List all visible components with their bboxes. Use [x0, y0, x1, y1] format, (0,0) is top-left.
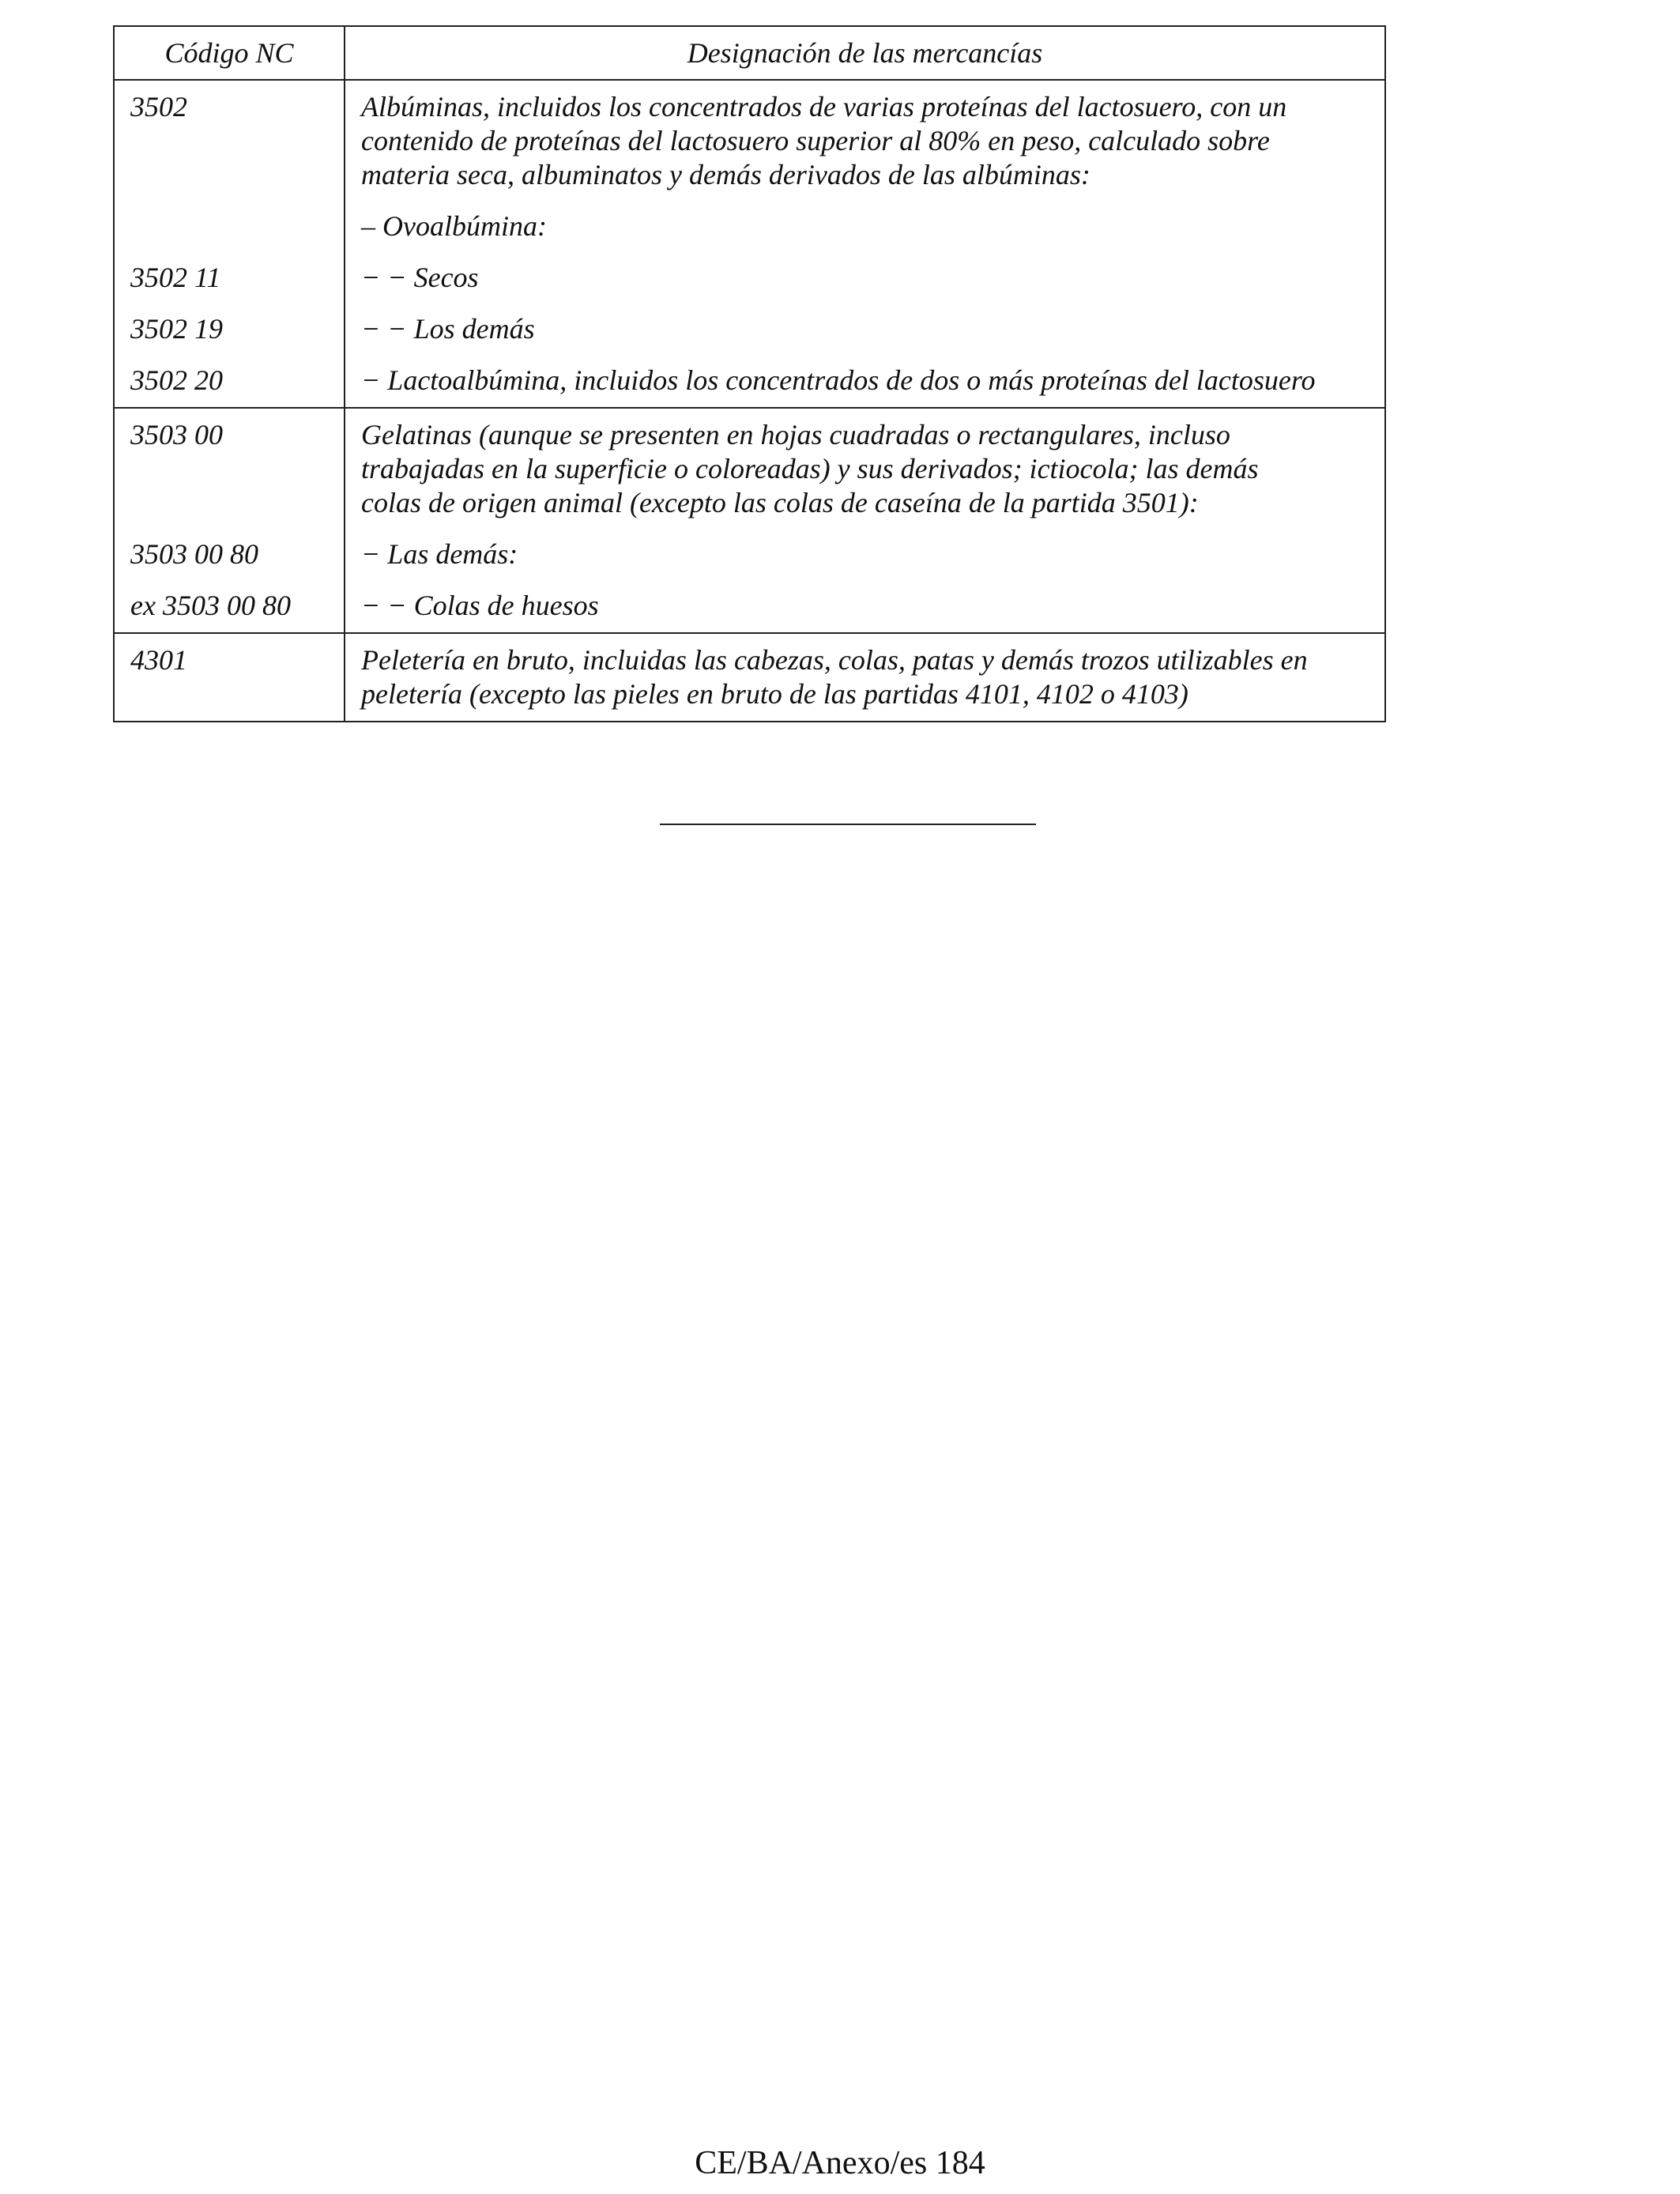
designation-line: Gelatinas (aunque se presenten en hojas cuadradas o rectangulares, incluso: [361, 419, 1230, 450]
table-row: [114, 80, 1385, 408]
code-cell: [114, 80, 345, 408]
designation-line: Albúminas, incluidos los concentrados de varias proteínas del lactosuero, con un: [361, 91, 1287, 123]
nc-code: 3503 00: [130, 419, 223, 450]
page-reference: CE/BA/Anexo/es 184: [695, 2145, 985, 2181]
nc-code: 3503 00 80: [130, 538, 258, 570]
designation-cell: [345, 408, 1385, 633]
designation-line: contenido de proteínas del lactosuero superior al 80% en peso, calculado sobre: [361, 125, 1270, 156]
nc-code: 3502 20: [130, 364, 223, 396]
designation-line: − Las demás:: [361, 538, 518, 570]
nc-codes-table: [113, 25, 1386, 722]
end-of-section-rule: [660, 824, 1036, 825]
nc-code: ex 3503 00 80: [130, 590, 291, 621]
table-header-row: [114, 26, 1385, 80]
header-code: Código NC: [114, 26, 345, 80]
nc-code: 4301: [130, 644, 187, 676]
designation-cell: [345, 633, 1385, 722]
designation-line: Peletería en bruto, incluidas las cabezas, colas, patas y demás trozos utilizables en: [361, 644, 1308, 676]
designation-line: materia seca, albuminatos y demás derivados de las albúminas:: [361, 159, 1090, 190]
designation-line: − Lactoalbúmina, incluidos los concentrados de dos o más proteínas del lactosuero: [361, 364, 1316, 396]
designation-cell: [345, 80, 1385, 408]
designation-line: colas de origen animal (excepto las colas de caseína de la partida 3501):: [361, 487, 1199, 518]
designation-line: − − Secos: [361, 262, 479, 293]
code-cell: [114, 633, 345, 722]
nc-code: 3502 11: [130, 262, 221, 293]
code-cell: [114, 408, 345, 633]
table-row: [114, 408, 1385, 633]
header-designation: Designación de las mercancías: [345, 26, 1385, 80]
designation-line: – Ovoalbúmina:: [361, 210, 547, 242]
designation-line: − − Colas de huesos: [361, 590, 599, 621]
designation-line: trabajadas en la superficie o coloreadas) y sus derivados; ictiocola; las demás: [361, 453, 1259, 484]
table-row: [114, 633, 1385, 722]
nc-code: 3502 19: [130, 313, 223, 345]
designation-line: peletería (excepto las pieles en bruto de las partidas 4101, 4102 o 4103): [361, 678, 1188, 710]
nc-code: 3502: [130, 91, 187, 123]
designation-line: − − Los demás: [361, 313, 535, 345]
